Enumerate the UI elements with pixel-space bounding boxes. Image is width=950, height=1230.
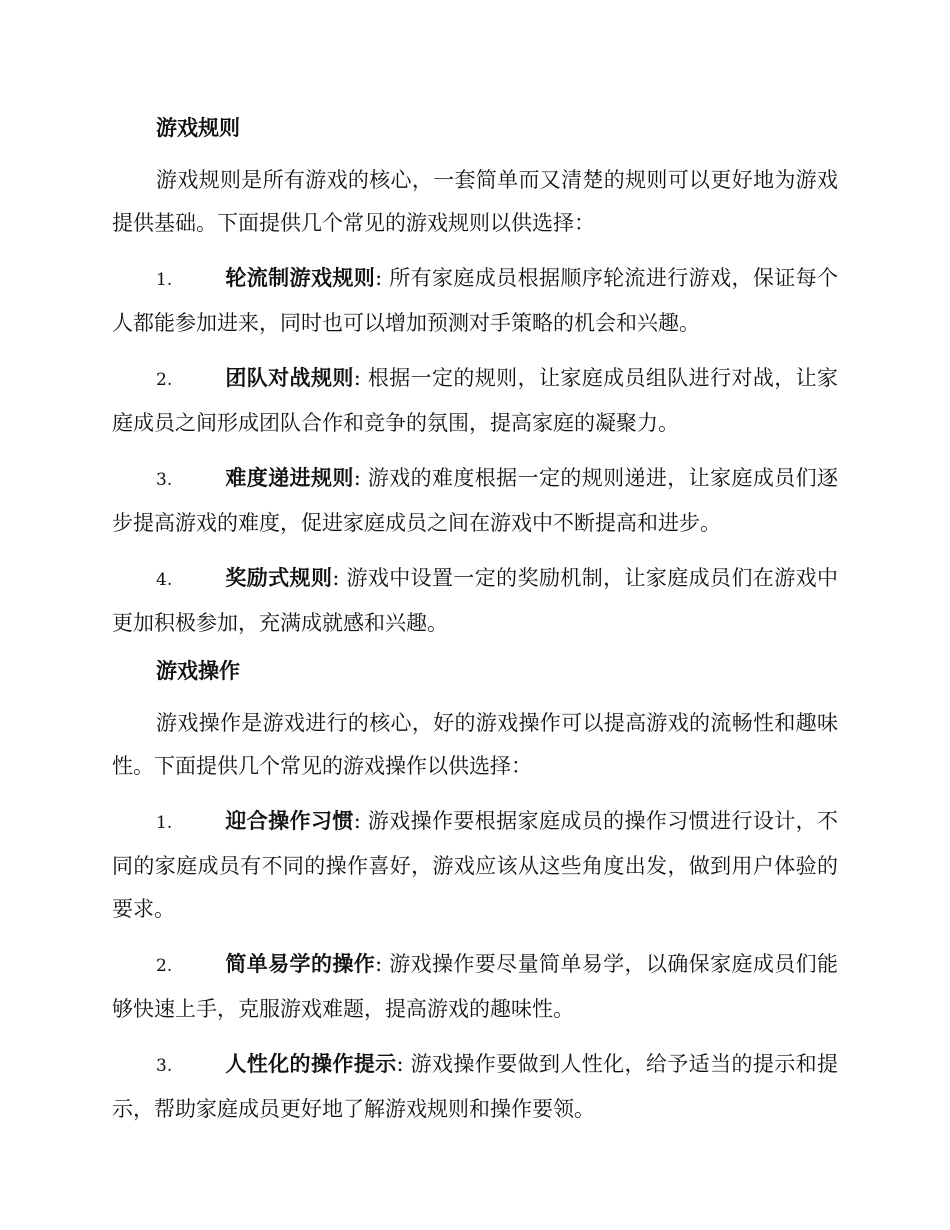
list-item — [112, 256, 838, 345]
list-number: 3. — [156, 470, 173, 490]
list-number: 4. — [156, 570, 173, 590]
list-item — [112, 556, 838, 645]
list-term: 轮流制游戏规则 — [225, 265, 376, 290]
list-number: 1. — [156, 813, 173, 833]
list-number: 3. — [156, 1056, 173, 1076]
list-text: : 根据一定的规则，让家庭成员组队进行对战，让家庭成员之间形成团队合作和竞争的氛围，提高家庭的凝聚力。 — [112, 366, 839, 435]
list-term: 迎合操作习惯 — [225, 808, 354, 833]
list-number: 1. — [156, 270, 173, 290]
list-text: : 游戏的难度根据一定的规则递进，让家庭成员们逐步提高游戏的难度，促进家庭成员之间在游戏中不断提高和进步。 — [112, 466, 839, 535]
list-text: : 游戏操作要尽量简单易学，以确保家庭成员们能够快速上手，克服游戏难题，提高游戏的趣味性。 — [112, 952, 839, 1021]
section-heading-operation: 游戏操作 — [156, 658, 240, 683]
list-item — [112, 456, 838, 545]
list-text: : 所有家庭成员根据顺序轮流进行游戏，保证每个人都能参加进来，同时也可以增加预测对手策略的机会和兴趣。 — [112, 266, 839, 335]
list-term: 难度递进规则 — [225, 465, 354, 490]
section-heading-rules: 游戏规则 — [156, 115, 240, 140]
list-text: : 游戏操作要根据家庭成员的操作习惯进行设计，不同的家庭成员有不同的操作喜好，游戏应该从这些角度出发，做到用户体验的要求。 — [112, 809, 839, 921]
list-item — [112, 942, 838, 1031]
list-term: 团队对战规则 — [225, 365, 354, 390]
section-intro-operation: 游戏操作是游戏进行的核心，好的游戏操作可以提高游戏的流畅性和趣味性。下面提供几个常见的游戏操作以供选择： — [112, 711, 838, 778]
list-text: : 游戏中设置一定的奖励机制，让家庭成员们在游戏中更加积极参加，充满成就感和兴趣。 — [112, 566, 838, 635]
list-term: 人性化的操作提示 — [225, 1051, 397, 1076]
list-text: : 游戏操作要做到人性化，给予适当的提示和提示，帮助家庭成员更好地了解游戏规则和操作要领。 — [112, 1052, 839, 1121]
list-term: 简单易学的操作 — [225, 951, 376, 976]
list-item — [112, 799, 838, 931]
section-intro-rules: 游戏规则是所有游戏的核心，一套简单而又清楚的规则可以更好地为游戏提供基础。下面提供几个常见的游戏规则以供选择： — [112, 168, 838, 235]
list-term: 奖励式规则 — [225, 565, 333, 590]
list-number: 2. — [156, 956, 173, 976]
list-item — [112, 356, 838, 445]
list-number: 2. — [156, 370, 173, 390]
list-item — [112, 1042, 838, 1131]
